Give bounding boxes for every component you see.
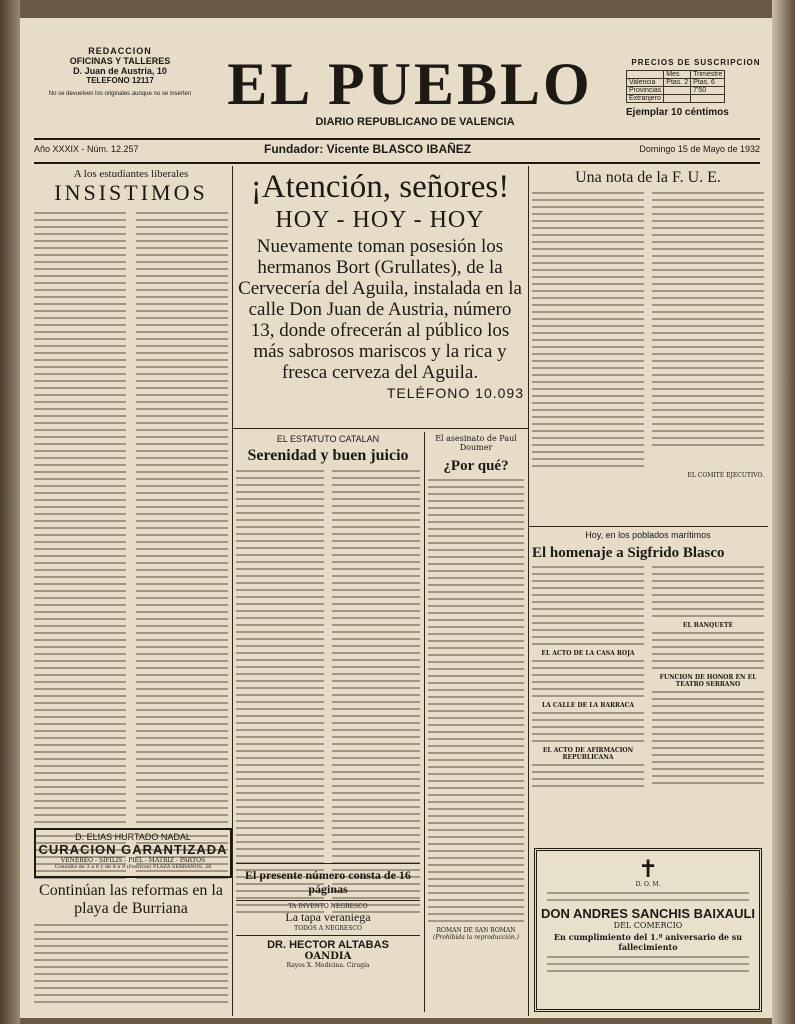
estatuto-body-right: [332, 470, 420, 918]
doumer-signature: ROMAN DE SAN ROMAN: [436, 927, 516, 934]
doctor-sub: OANDIA: [304, 951, 352, 962]
oficinas-label: OFICINAS Y TALLERES: [69, 56, 171, 66]
death-dom: D. O. M.: [635, 881, 661, 888]
cross-icon: ✝: [637, 855, 659, 883]
homenaje-article: [532, 530, 764, 842]
section-rule: [528, 526, 768, 527]
burriana-article: [34, 882, 228, 1012]
price-col-mes: Mes: [664, 71, 691, 79]
ejemplar-price: Ejemplar 10 céntimos: [626, 107, 729, 118]
redaccion-label: REDACCION: [88, 46, 152, 56]
fue-headline: Una nota de la F. U. E.: [575, 169, 721, 186]
homenaje-sub-acto: EL ACTO DE AFIRMACION REPUBLICANA: [542, 747, 634, 761]
burriana-body: [34, 924, 228, 1003]
price-place: Extranjero: [627, 95, 664, 103]
cerveceria-ad: [236, 168, 524, 428]
column-divider: [232, 166, 233, 1016]
info-bar: [34, 138, 760, 164]
price-mes: [664, 95, 691, 103]
right-page-edge: [772, 0, 795, 1024]
homenaje-sub-funcion: FUNCION DE HONOR EN EL TEATRO SERRANO: [659, 674, 757, 688]
originals-note: No se devuelven los originales aunque no se inserten: [48, 91, 192, 97]
doumer-headline: ¿Por qué?: [443, 458, 509, 474]
price-place: Provincias: [627, 87, 664, 95]
tapa-headline: La tapa veraniega: [285, 910, 371, 924]
price-place: Valencia: [627, 79, 664, 87]
founder-label: Fundador: Vicente BLASCO IBAÑEZ: [264, 142, 472, 156]
subscription-prices: [626, 58, 766, 118]
column-divider: [424, 432, 425, 1012]
insistimos-body-left: [34, 212, 126, 884]
price-tri: [691, 95, 725, 103]
price-mes: [664, 87, 691, 95]
masthead-left-info: [30, 46, 210, 97]
estatuto-kicker: EL ESTATUTO CATALAN: [276, 434, 380, 444]
atencion-headline: ¡Atención, señores!: [250, 169, 510, 205]
doumer-note: (Prohibida la reproducción.): [433, 934, 519, 941]
homenaje-body-right: [652, 562, 764, 789]
death-notice-body: [547, 956, 749, 972]
telefono-label: TELEFONO 12117: [86, 76, 154, 85]
fue-body-right: [652, 192, 764, 451]
doctor-line: Rayos X. Medicina. Cirugía: [286, 962, 370, 969]
column-divider: [528, 166, 529, 1016]
homenaje-headline: El homenaje a Sigfrido Blasco: [532, 545, 725, 561]
cerveceria-body: Nuevamente toman posesión los hermanos Bort (Grullates), de la Cervecería del Aguila, instalada en la calle Don Juan de Austria, número 13, donde ofrecerán al público los más sabrosos mariscos y la rica y fresca cerveza del Aguila.: [238, 236, 522, 383]
insistimos-headline: INSISTIMOS: [54, 180, 208, 205]
homenaje-sub-sesion: EL ACTO DE LA CASA ROJA: [541, 650, 635, 657]
newspaper-title: EL PUEBLO: [227, 51, 593, 117]
fue-signature: EL COMITÉ EJECUTIVO.: [687, 472, 764, 479]
homenaje-sub-banquete: EL BANQUETE: [682, 622, 734, 629]
estatuto-headline: Serenidad y buen juicio: [247, 447, 409, 464]
fue-body-left: [532, 192, 644, 472]
estatuto-body-left: [236, 470, 324, 918]
insistimos-body-right: [136, 212, 228, 884]
hoy-subheadline: HOY - HOY - HOY: [275, 207, 485, 233]
price-tri: Ptas. 6: [691, 79, 725, 87]
doumer-kicker: El asesinato de Paul Doumer: [435, 434, 517, 452]
left-page-gutter: [0, 0, 20, 1024]
tapa-sub: TODOS A NEGRESCO: [294, 925, 362, 932]
prices-title: PRECIOS DE SUSCRIPCION: [631, 58, 761, 67]
address-label: D. Juan de Austria, 10: [73, 66, 167, 76]
doumer-body: [428, 479, 524, 922]
issue-date: Domingo 15 de Mayo de 1932: [639, 144, 760, 154]
issue-number: Año XXXIX - Núm. 12.257: [34, 144, 139, 154]
death-notice: [534, 848, 762, 1012]
ad-specialties: VENÉREO - SÍFILIS - PIEL - MATRIZ - PARTOS: [60, 857, 206, 864]
fue-article: [532, 168, 764, 523]
burriana-headline: Continúan las reformas en la playa de Burriana: [39, 882, 223, 917]
section-rule: [232, 428, 528, 429]
prices-table: [626, 70, 725, 103]
doctor-name: DR. HECTOR ALTABAS: [267, 939, 389, 951]
death-sub: DEL COMERCIO: [613, 921, 683, 930]
homenaje-kicker: Hoy, en los poblados marítimos: [585, 530, 711, 540]
cerveceria-phone: TELÉFONO 10.093: [386, 385, 524, 401]
newspaper-page: [20, 18, 772, 1018]
ad-doctor-name: D. ELIAS HURTADO NADAL: [75, 832, 191, 842]
doctor-ad-hurtado: [34, 828, 232, 878]
ad-curacion: CURACION GARANTIZADA: [38, 842, 228, 857]
notice-rule: [236, 900, 420, 901]
death-name: DON ANDRES SANCHIS BAIXAULI: [540, 906, 756, 921]
price-tri: 7'50: [691, 87, 725, 95]
price-col-trimestre: Trimestre: [691, 71, 725, 79]
ad-address: Consulta de 3 a 6 y de 8 a 9 (Festivos) PLAZA SERRANOS, 26: [54, 864, 212, 870]
homenaje-sub-calle: LA CALLE DE LA BARRACA: [541, 702, 635, 709]
price-mes: Ptas. 2: [664, 79, 691, 87]
doumer-article: [428, 434, 524, 1014]
tapa-kicker: TA INVENTO NEGRESCO: [288, 903, 368, 910]
notice-rule: [236, 935, 420, 936]
insistimos-kicker: A los estudiantes liberales: [73, 168, 189, 180]
death-line: En cumplimiento del 1.º aniversario de su fallecimiento: [553, 932, 743, 952]
newspaper-subtitle: DIARIO REPUBLICANO DE VALENCIA: [315, 116, 515, 128]
homenaje-body-left: [532, 562, 644, 792]
paginas-headline: El presente número consta de 16 páginas: [245, 868, 411, 896]
death-notice-text: [547, 892, 749, 901]
lower-center-notices: [236, 863, 420, 1014]
